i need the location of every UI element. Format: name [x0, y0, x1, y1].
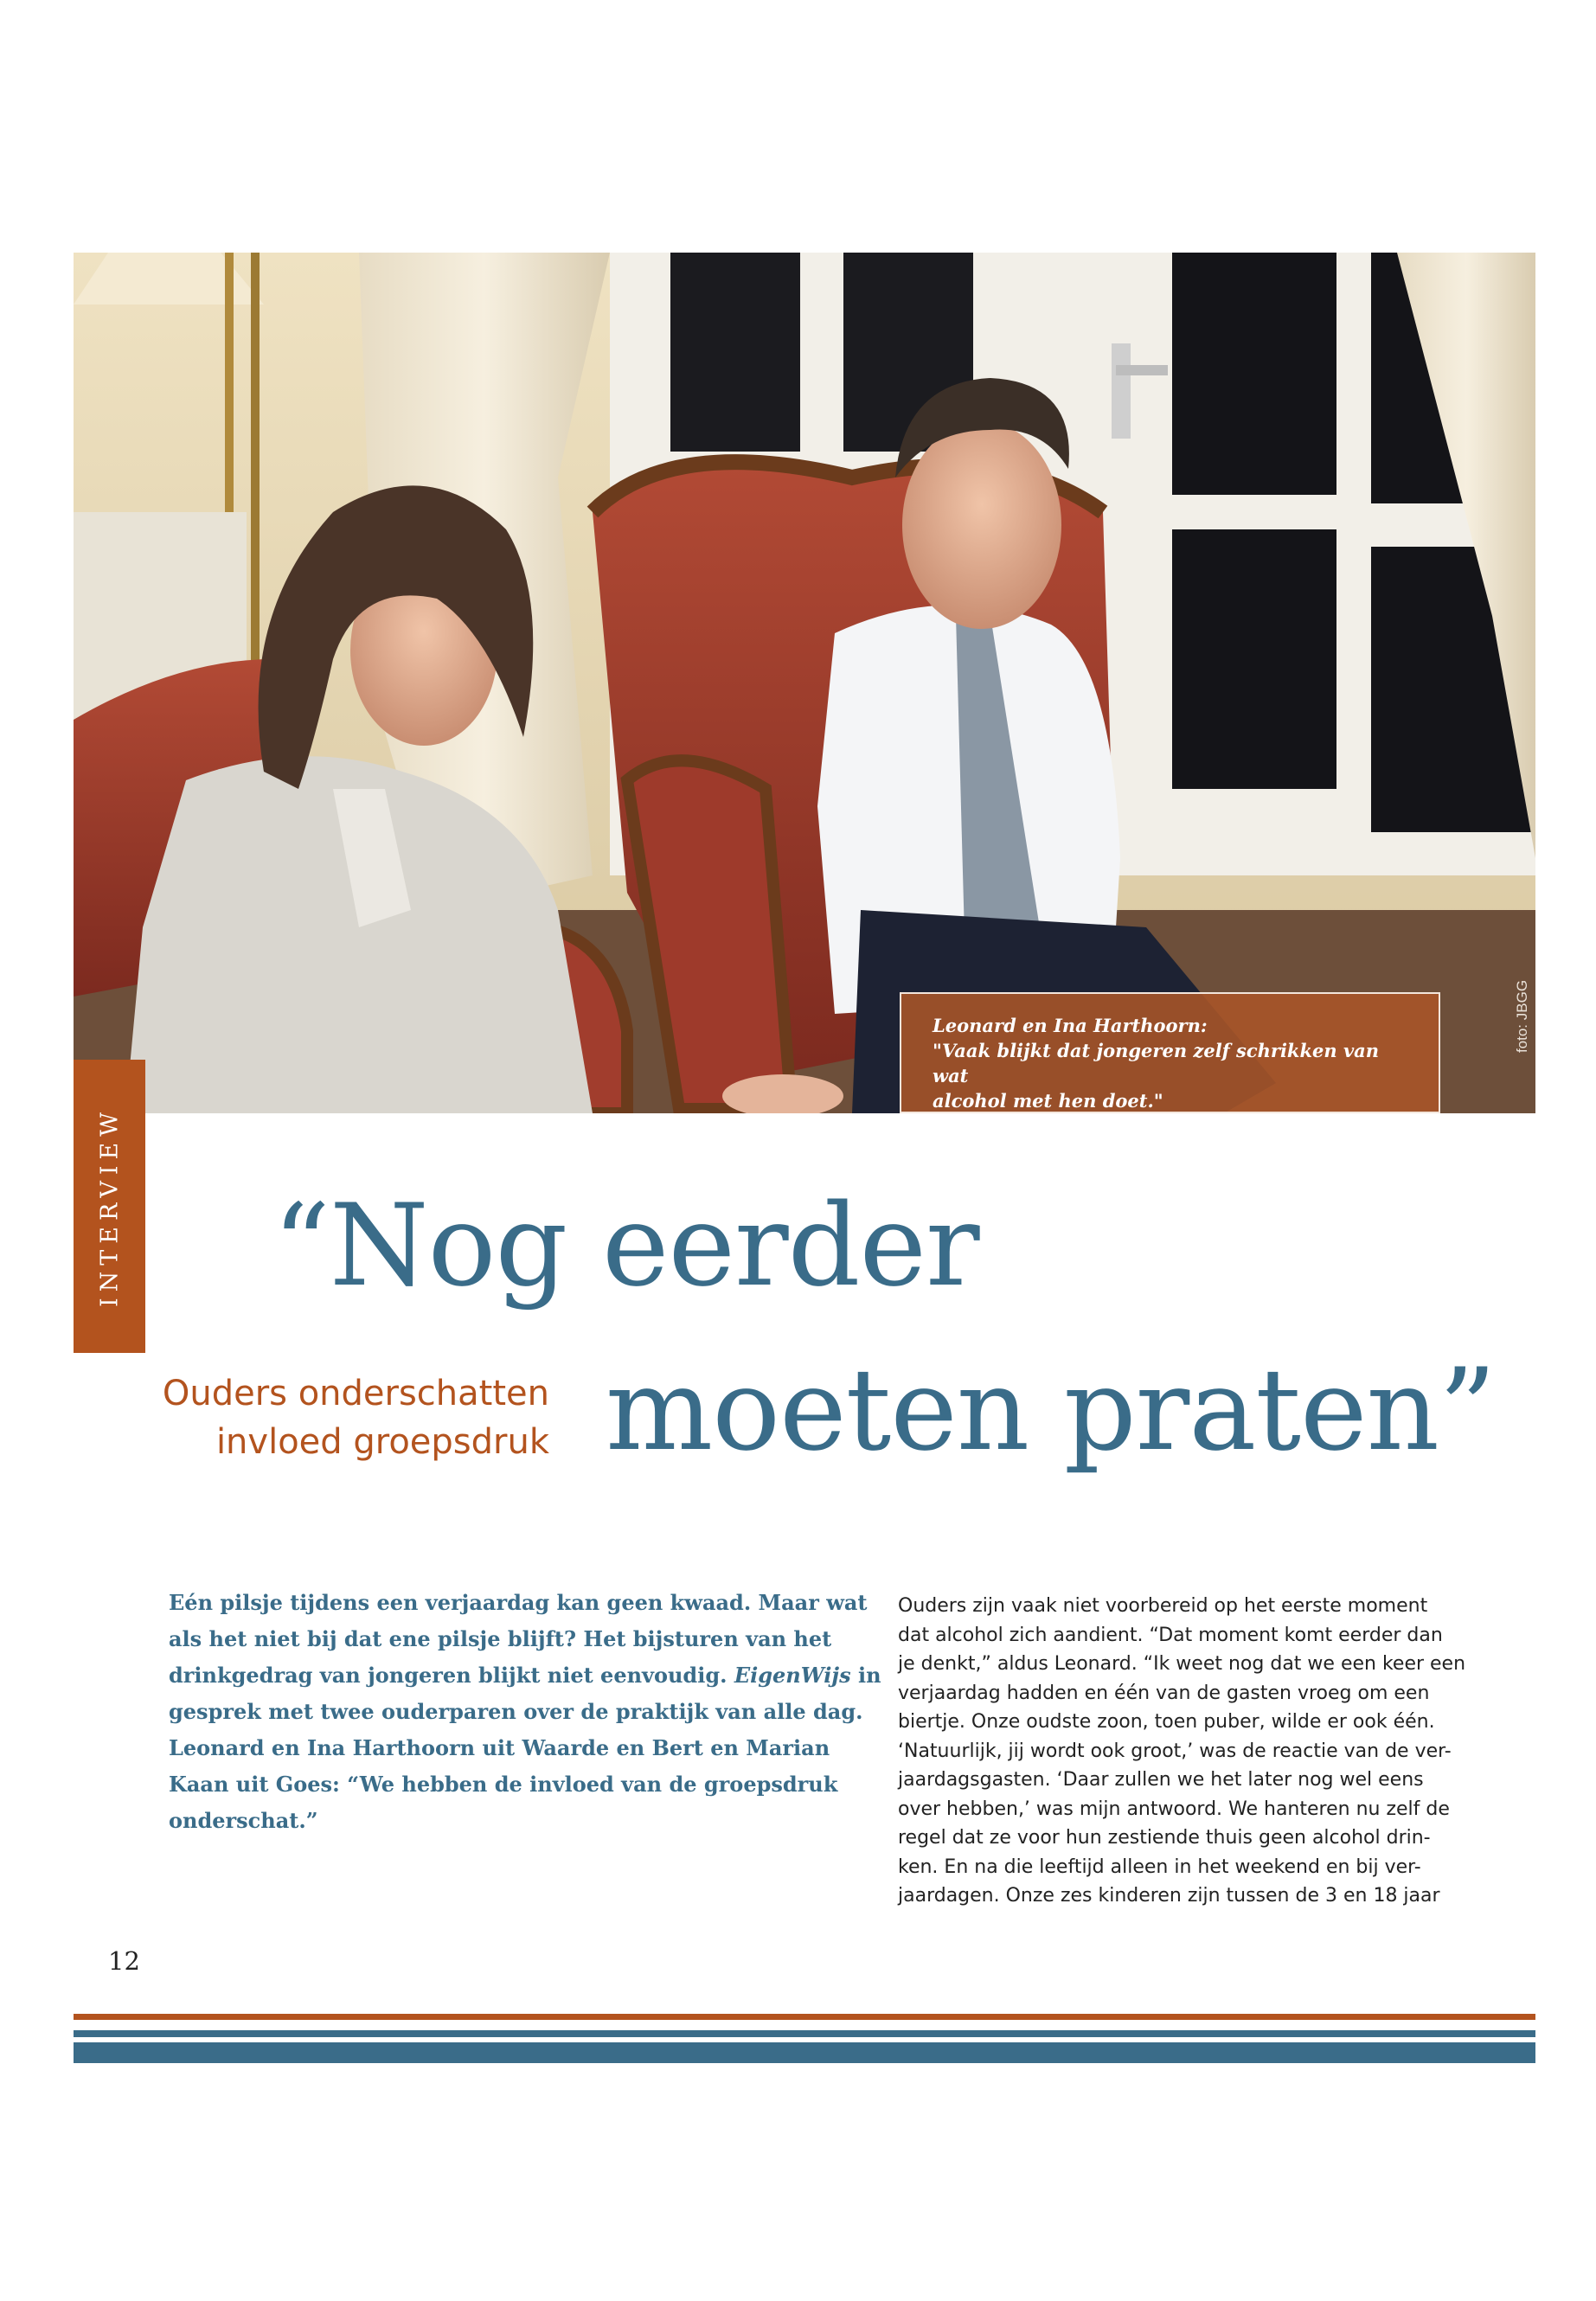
body-line: je denkt,” aldus Leonard. “Ik weet nog dat we een keer een — [898, 1653, 1466, 1675]
body-text — [898, 1592, 1466, 1911]
body-line: biertje. Onze oudste zoon, toen puber, wilde er ook één. — [898, 1711, 1435, 1733]
body-line: jaardagen. Onze zes kinderen zijn tussen de 3 en 18 jaar — [898, 1885, 1440, 1907]
lead-text: in — [857, 1663, 881, 1688]
magazine-name: EigenWijs — [734, 1663, 851, 1688]
body-line: over hebben,’ was mijn antwoord. We hanteren nu zelf de — [898, 1798, 1450, 1820]
footer-rule-blue-thin — [74, 2030, 1535, 2037]
subtitle-line-2: invloed groepsdruk — [215, 1422, 549, 1462]
photo-credit: foto: JBGG — [1514, 979, 1530, 1054]
body-line: Ouders zijn vaak niet voorbereid op het eerste moment — [898, 1595, 1428, 1617]
page-number: 12 — [108, 1946, 140, 1976]
body-line: jaardagsgasten. ‘Daar zullen we het later nog wel eens — [898, 1769, 1424, 1791]
section-tab — [74, 1060, 145, 1353]
lead-line — [169, 1657, 881, 1694]
headline-line-2: moeten praten” — [606, 1343, 1496, 1476]
lead-line: als het niet bij dat ene pilsje blijft? Het bijsturen van het — [169, 1626, 832, 1651]
lead-line: gesprek met twee ouderparen over de praktijk van alle dag. — [169, 1699, 863, 1724]
body-line: regel dat ze voor hun zestiende thuis geen alcohol drin- — [898, 1827, 1431, 1849]
caption-line-1: Leonard en Ina Harthoorn: — [933, 1015, 1208, 1036]
lead-line: onderschat.” — [169, 1808, 318, 1833]
lead-paragraph — [169, 1585, 881, 1839]
subtitle-line-1: Ouders onderschatten — [162, 1374, 549, 1413]
lead-line: Kaan uit Goes: “We hebben de invloed van de groepsdruk — [169, 1772, 838, 1797]
body-line: ken. En na die leeftijd alleen in het weekend en bij ver- — [898, 1856, 1421, 1878]
lead-text: drinkgedrag van jongeren blijkt niet eenvoudig. — [169, 1663, 727, 1688]
photo-illustration — [74, 253, 1535, 1113]
headline-line-1: “Nog eerder — [272, 1179, 979, 1311]
caption-line-3: alcohol met hen doet." — [933, 1090, 1163, 1112]
lead-line: Eén pilsje tijdens een verjaardag kan geen kwaad. Maar wat — [169, 1590, 868, 1615]
lead-line: Leonard en Ina Harthoorn uit Waarde en Bert en Marian — [169, 1735, 830, 1760]
interview-photo — [74, 253, 1535, 1113]
photo-caption — [900, 992, 1440, 1113]
subtitle — [134, 1369, 549, 1466]
caption-line-2: "Vaak blijkt dat jongeren zelf schrikken van wat — [933, 1040, 1380, 1086]
section-label: INTERVIEW — [96, 1106, 123, 1307]
footer-rule-blue-thick — [74, 2042, 1535, 2063]
body-line: dat alcohol zich aandient. “Dat moment komt eerder dan — [898, 1624, 1443, 1646]
body-line: verjaardag hadden en één van de gasten vroeg om een — [898, 1682, 1430, 1704]
body-line: ‘Natuurlijk, jij wordt ook groot,’ was de reactie van de ver- — [898, 1740, 1452, 1762]
footer-rule-orange — [74, 2014, 1535, 2020]
